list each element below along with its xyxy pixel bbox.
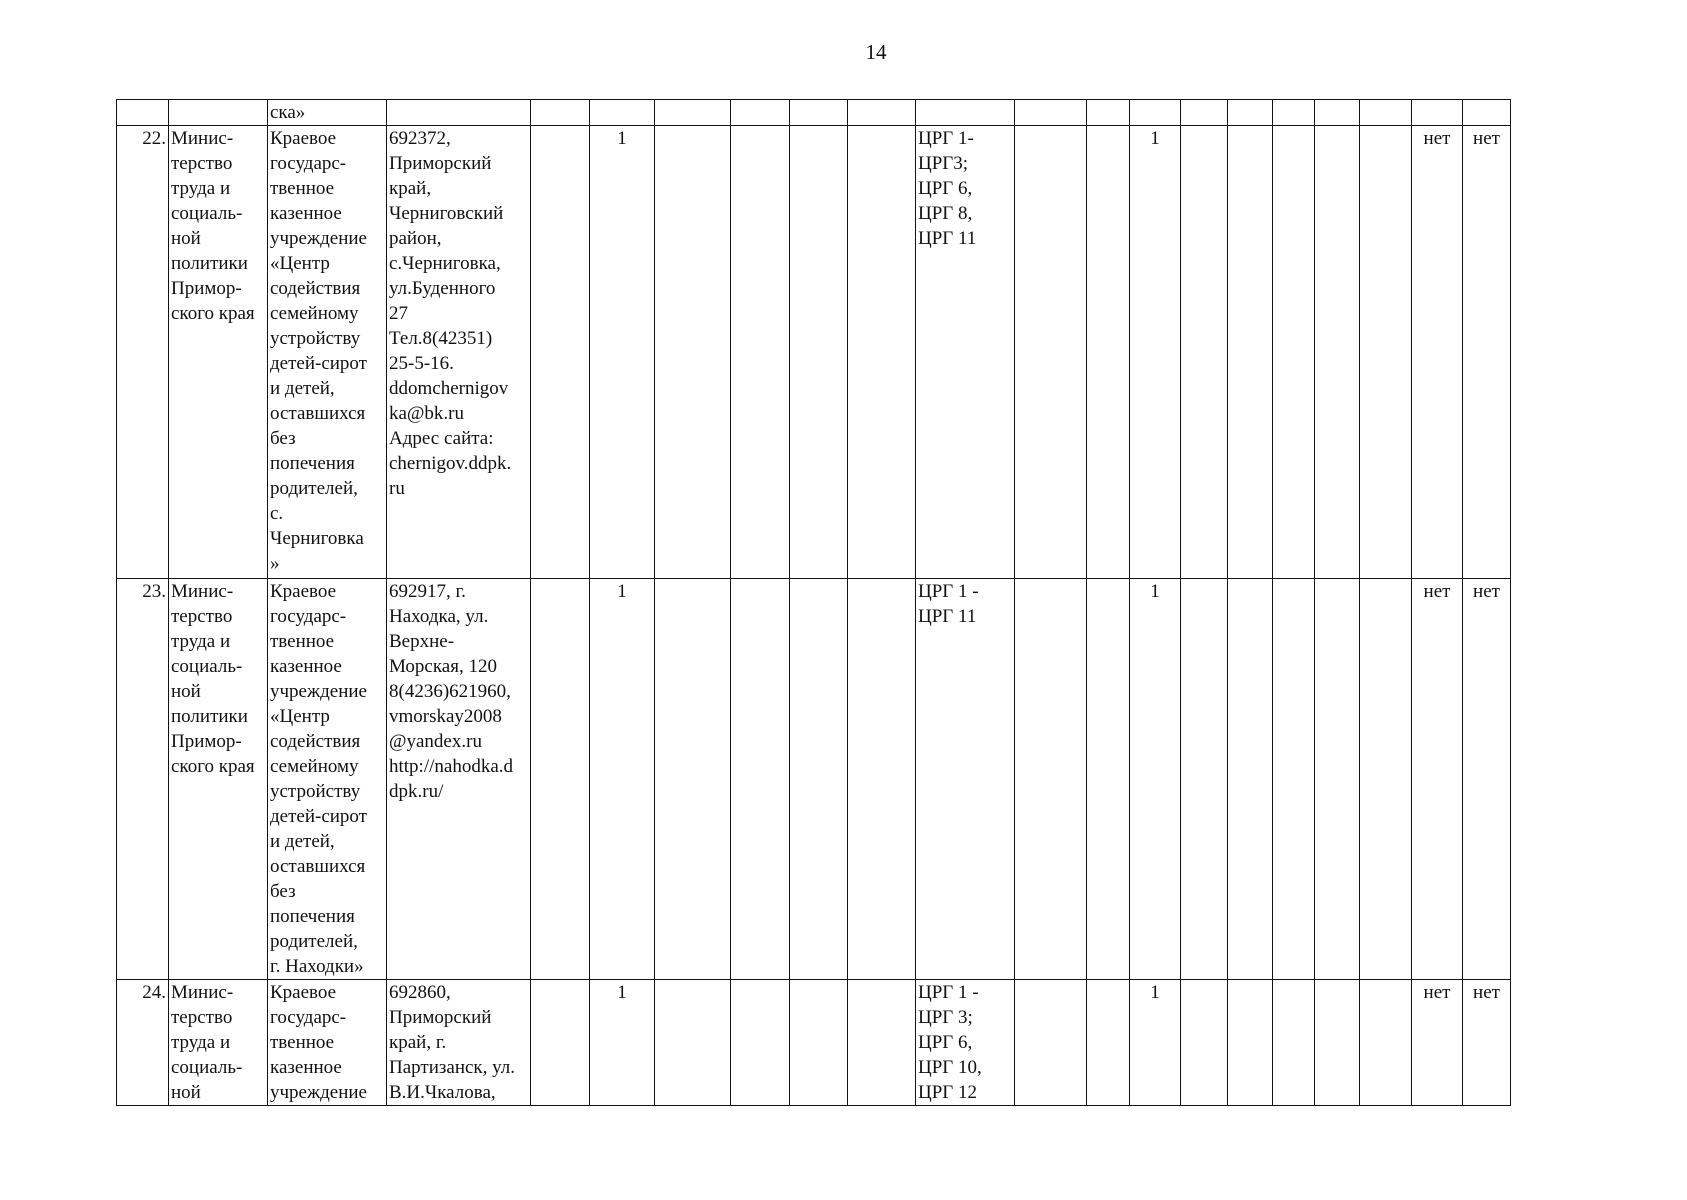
count-cell-a: 1 — [590, 579, 655, 980]
flag-cell-b: нет — [1463, 980, 1511, 1106]
address-cell: 692860, Приморский край, г. Партизанск, ул. В.И.Чкалова, — [387, 980, 531, 1106]
institution-cell: Краевое государс- твенное казенное учреждение «Центр содействия семейному устройству детей-сирот и детей, оставшихся без попечения родителей, с. Черниговка » — [268, 126, 387, 579]
authority-cell: Минис- терство труда и социаль- ной политики Примор- ского края — [169, 579, 268, 980]
page-number: 14 — [865, 40, 887, 64]
institution-cell: ска» — [268, 100, 387, 126]
authority-cell: Минис- терство труда и социаль- ной политики Примор- ского края — [169, 126, 268, 579]
table-row — [117, 579, 1511, 980]
row-number: 23. — [117, 579, 169, 980]
count-cell-b: 1 — [1130, 980, 1181, 1106]
institution-cell: Краевое государс- твенное казенное учреждение — [268, 980, 387, 1106]
count-cell-b: 1 — [1130, 579, 1181, 980]
table-row-continuation — [117, 100, 1511, 126]
count-cell-a: 1 — [590, 980, 655, 1106]
authority-cell: Минис- терство труда и социаль- ной — [169, 980, 268, 1106]
groups-cell: ЦРГ 1 - ЦРГ 3; ЦРГ 6, ЦРГ 10, ЦРГ 12 — [916, 980, 1015, 1106]
groups-cell: ЦРГ 1- ЦРГ3; ЦРГ 6, ЦРГ 8, ЦРГ 11 — [916, 126, 1015, 579]
row-number: 24. — [117, 980, 169, 1106]
address-cell — [387, 100, 531, 126]
authority-cell — [169, 100, 268, 126]
flag-cell-a: нет — [1412, 579, 1463, 980]
institutions-table — [116, 99, 1511, 1106]
count-cell-b: 1 — [1130, 126, 1181, 579]
num-cell — [117, 100, 169, 126]
table-row — [117, 980, 1511, 1106]
flag-cell-b: нет — [1463, 579, 1511, 980]
institution-cell: Краевое государс- твенное казенное учреждение «Центр содействия семейному устройству детей-сирот и детей, оставшихся без попечения родителей, г. Находки» — [268, 579, 387, 980]
flag-cell-b: нет — [1463, 126, 1511, 579]
flag-cell-a: нет — [1412, 980, 1463, 1106]
address-cell: 692372, Приморский край, Черниговский район, с.Черниговка, ул.Буденного 27 Тел.8(42351) 25-5-16. ddomchernigov ka@bk.ru Адрес сайта: chernigov.ddpk. ru — [387, 126, 531, 579]
flag-cell-a: нет — [1412, 126, 1463, 579]
groups-cell: ЦРГ 1 - ЦРГ 11 — [916, 579, 1015, 980]
row-number: 22. — [117, 126, 169, 579]
count-cell-a: 1 — [590, 126, 655, 579]
table-row — [117, 126, 1511, 579]
address-cell: 692917, г. Находка, ул. Верхне- Морская, 120 8(4236)621960, vmorskay2008 @yandex.ru http://nahodka.d dpk.ru/ — [387, 579, 531, 980]
